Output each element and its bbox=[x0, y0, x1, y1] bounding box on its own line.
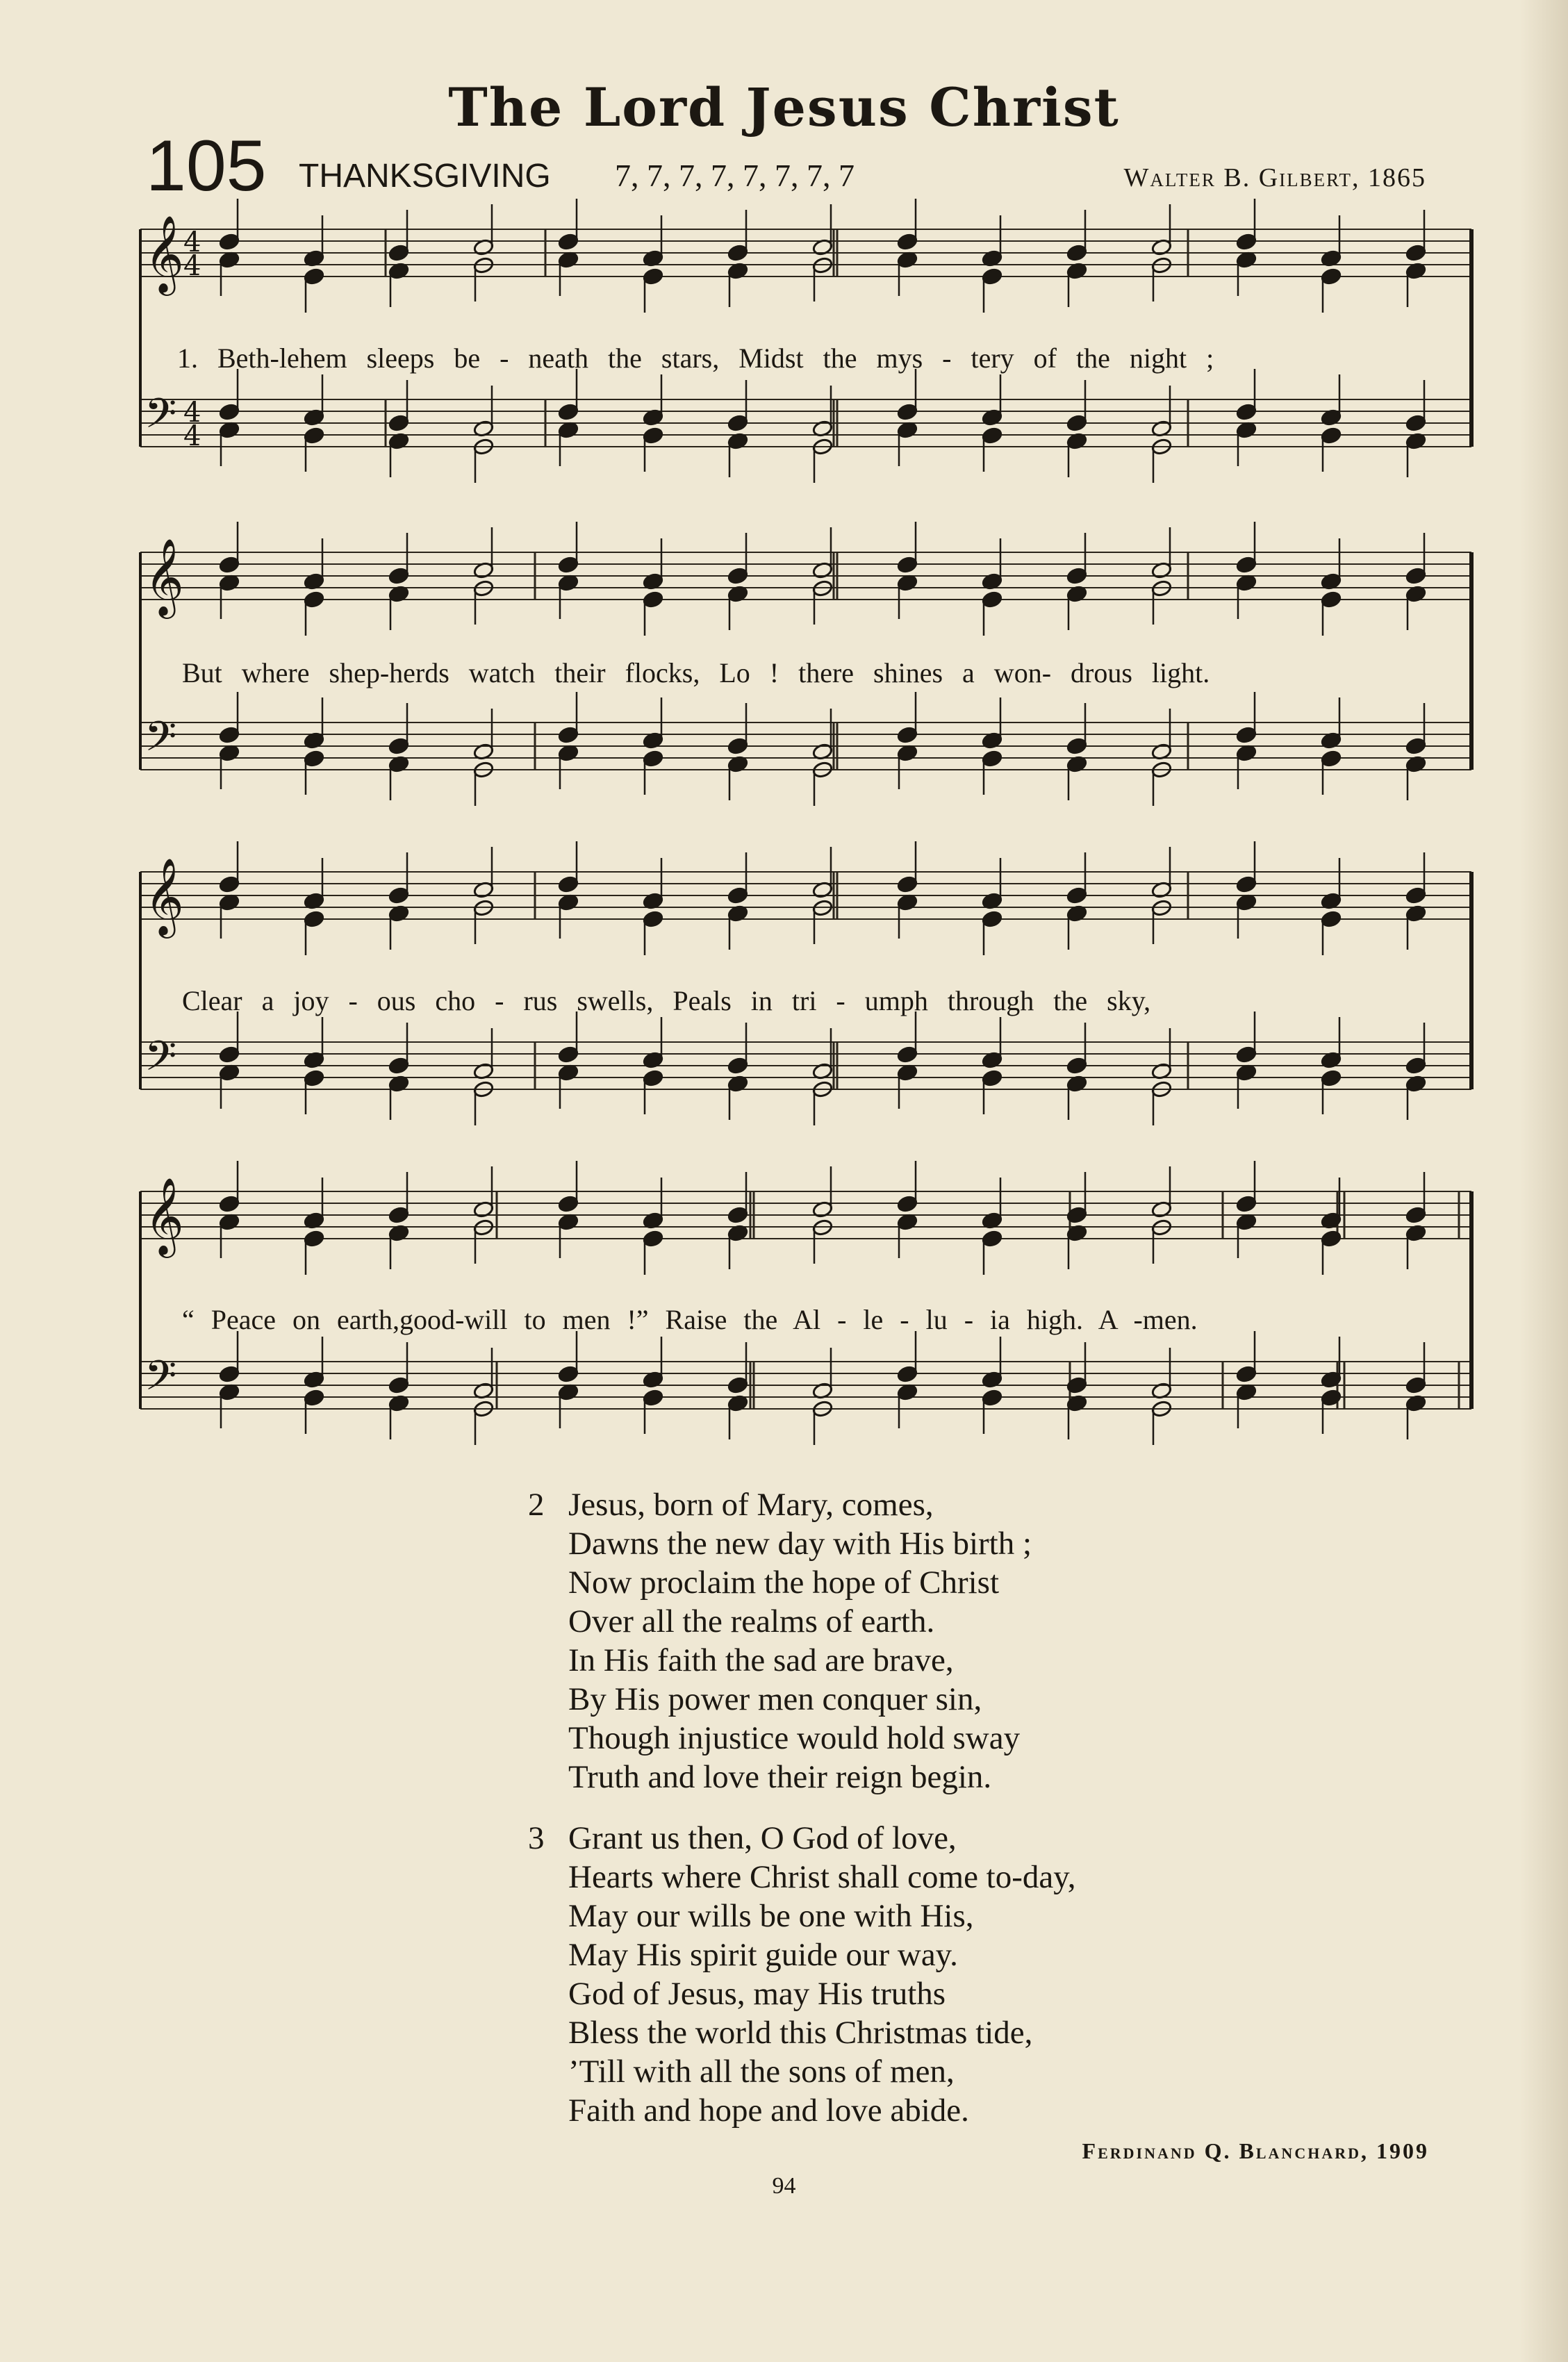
note-head bbox=[304, 1069, 325, 1087]
note-head bbox=[897, 556, 918, 574]
note-head bbox=[643, 1230, 664, 1248]
note-head bbox=[388, 1206, 410, 1224]
note-head bbox=[897, 233, 918, 251]
note-head bbox=[643, 427, 664, 445]
note-head bbox=[1405, 567, 1427, 585]
note-head bbox=[727, 414, 749, 432]
verse-line: Jesus, born of Mary, comes, bbox=[568, 1487, 934, 1523]
note-head bbox=[982, 750, 1003, 768]
note-head bbox=[1066, 244, 1088, 262]
note-head bbox=[1321, 1069, 1342, 1087]
section-title: The Lord Jesus Christ bbox=[448, 76, 1120, 138]
note-head bbox=[1236, 1195, 1257, 1213]
bass-clef-icon: 𝄢 bbox=[145, 1351, 177, 1410]
note-head bbox=[643, 910, 664, 928]
verse-number: 3 bbox=[528, 1820, 545, 1856]
verse-line: ’Till with all the sons of men, bbox=[568, 2054, 955, 2090]
composer-credit: Walter B. Gilbert, 1865 bbox=[1123, 163, 1426, 192]
treble-clef-icon: 𝄞 bbox=[145, 857, 184, 935]
note-head bbox=[1321, 590, 1342, 609]
note-head bbox=[897, 403, 918, 421]
note-head bbox=[1405, 1057, 1427, 1075]
note-head bbox=[1236, 233, 1257, 251]
note-head bbox=[982, 267, 1003, 286]
note-head bbox=[219, 1365, 240, 1383]
verse-line: Grant us then, O God of love, bbox=[568, 1820, 957, 1856]
note-head bbox=[1236, 726, 1257, 744]
note-head bbox=[727, 1376, 749, 1394]
note-head bbox=[1321, 1389, 1342, 1407]
verse-line: Dawns the new day with His birth ; bbox=[568, 1526, 1032, 1562]
verse-line: By His power men conquer sin, bbox=[568, 1681, 982, 1717]
verse-line: Faith and hope and love abide. bbox=[568, 2092, 969, 2129]
note-head bbox=[304, 427, 325, 445]
verse-number: 2 bbox=[528, 1487, 545, 1523]
note-head bbox=[304, 910, 325, 928]
note-head bbox=[558, 875, 579, 893]
note-head bbox=[558, 233, 579, 251]
note-head bbox=[1066, 1057, 1088, 1075]
note-head bbox=[219, 726, 240, 744]
note-head bbox=[1236, 1046, 1257, 1064]
note-head bbox=[219, 1195, 240, 1213]
bass-clef-icon: 𝄢 bbox=[145, 712, 177, 770]
note-head bbox=[388, 414, 410, 432]
note-head bbox=[727, 567, 749, 585]
verse-2 bbox=[528, 1485, 1075, 1797]
note-head bbox=[388, 737, 410, 755]
note-head bbox=[1321, 750, 1342, 768]
note-head bbox=[304, 590, 325, 609]
note-head bbox=[219, 403, 240, 421]
note-head bbox=[1405, 1376, 1427, 1394]
note-head bbox=[558, 1365, 579, 1383]
treble-clef-icon: 𝄞 bbox=[145, 538, 184, 616]
note-head bbox=[219, 1046, 240, 1064]
note-head bbox=[897, 1195, 918, 1213]
verse-line: Though injustice would hold sway bbox=[568, 1720, 1021, 1756]
note-head bbox=[727, 886, 749, 905]
bass-clef-icon: 𝄢 bbox=[145, 389, 177, 447]
verse-line: Hearts where Christ shall come to-day, bbox=[568, 1859, 1076, 1895]
time-signature-top: 4 bbox=[183, 226, 201, 258]
note-head bbox=[558, 403, 579, 421]
note-head bbox=[727, 737, 749, 755]
note-head bbox=[1236, 1365, 1257, 1383]
verse-line: Bless the world this Christmas tide, bbox=[568, 2015, 1033, 2051]
note-head bbox=[982, 910, 1003, 928]
meter: 7, 7, 7, 7, 7, 7, 7, 7 bbox=[615, 158, 855, 193]
note-head bbox=[388, 1057, 410, 1075]
verse-line: In His faith the sad are brave, bbox=[568, 1642, 954, 1678]
note-head bbox=[388, 244, 410, 262]
note-head bbox=[643, 750, 664, 768]
note-head bbox=[1236, 556, 1257, 574]
treble-clef-icon: 𝄞 bbox=[145, 215, 184, 292]
time-signature-bottom: 4 bbox=[183, 420, 201, 452]
note-head bbox=[643, 267, 664, 286]
additional-verses bbox=[528, 1485, 1075, 2152]
note-head bbox=[388, 886, 410, 905]
note-head bbox=[219, 875, 240, 893]
verse-line: May our wills be one with His, bbox=[568, 1898, 974, 1934]
time-signature-top: 4 bbox=[183, 397, 201, 429]
note-head bbox=[1405, 737, 1427, 755]
note-head bbox=[1236, 875, 1257, 893]
note-head bbox=[1321, 1230, 1342, 1248]
tune-name: THANKSGIVING bbox=[299, 158, 551, 195]
note-head bbox=[982, 1230, 1003, 1248]
note-head bbox=[558, 1195, 579, 1213]
note-head bbox=[304, 1389, 325, 1407]
note-head bbox=[558, 556, 579, 574]
note-head bbox=[1321, 267, 1342, 286]
note-head bbox=[643, 1069, 664, 1087]
note-head bbox=[219, 233, 240, 251]
note-head bbox=[1405, 1206, 1427, 1224]
note-head bbox=[558, 1046, 579, 1064]
note-head bbox=[897, 875, 918, 893]
lyric-line-3: Clear a joy - ous cho - rus swells, Peals in tri - umph through the sky, bbox=[182, 985, 1151, 1016]
note-head bbox=[1405, 244, 1427, 262]
page-number: 94 bbox=[772, 2173, 796, 2199]
treble-clef-icon: 𝄞 bbox=[145, 1177, 184, 1255]
time-signature-bottom: 4 bbox=[183, 250, 201, 282]
note-head bbox=[643, 590, 664, 609]
note-head bbox=[643, 1389, 664, 1407]
note-head bbox=[982, 1069, 1003, 1087]
verse-line: Truth and love their reign begin. bbox=[568, 1759, 992, 1795]
note-head bbox=[1405, 886, 1427, 905]
note-head bbox=[1321, 427, 1342, 445]
lyric-line-2: But where shep-herds watch their flocks, Lo ! there shines a won- drous light. bbox=[182, 657, 1210, 688]
verse-line: May His spirit guide our way. bbox=[568, 1937, 958, 1973]
verse-line: Now proclaim the hope of Christ bbox=[568, 1564, 1000, 1601]
note-head bbox=[1236, 403, 1257, 421]
lyric-line-1: 1. Beth-lehem sleeps be - neath the stars, Midst the mys - tery of the night ; bbox=[177, 342, 1214, 374]
verse-3 bbox=[528, 1819, 1075, 2130]
note-head bbox=[219, 556, 240, 574]
note-head bbox=[1321, 910, 1342, 928]
note-head bbox=[982, 427, 1003, 445]
note-head bbox=[558, 726, 579, 744]
note-head bbox=[1066, 737, 1088, 755]
note-head bbox=[982, 590, 1003, 609]
note-head bbox=[897, 726, 918, 744]
author-credit: Ferdinand Q. Blanchard, 1909 bbox=[1082, 2138, 1429, 2163]
note-head bbox=[1066, 567, 1088, 585]
hymn-number: 105 bbox=[146, 126, 267, 206]
note-head bbox=[897, 1365, 918, 1383]
lyric-line-4: “ Peace on earth,good-will to men !” Raise the Al - le - lu - ia high. A -men. bbox=[182, 1304, 1198, 1335]
note-head bbox=[727, 1206, 749, 1224]
note-head bbox=[304, 267, 325, 286]
note-head bbox=[727, 244, 749, 262]
note-head bbox=[388, 567, 410, 585]
note-head bbox=[1405, 414, 1427, 432]
note-head bbox=[304, 750, 325, 768]
bass-clef-icon: 𝄢 bbox=[145, 1032, 177, 1090]
note-head bbox=[1066, 414, 1088, 432]
note-head bbox=[982, 1389, 1003, 1407]
verse-line: Over all the realms of earth. bbox=[568, 1603, 935, 1640]
note-head bbox=[727, 1057, 749, 1075]
verse-line: God of Jesus, may His truths bbox=[568, 1976, 946, 2012]
note-head bbox=[1066, 886, 1088, 905]
note-head bbox=[388, 1376, 410, 1394]
note-head bbox=[897, 1046, 918, 1064]
note-head bbox=[304, 1230, 325, 1248]
